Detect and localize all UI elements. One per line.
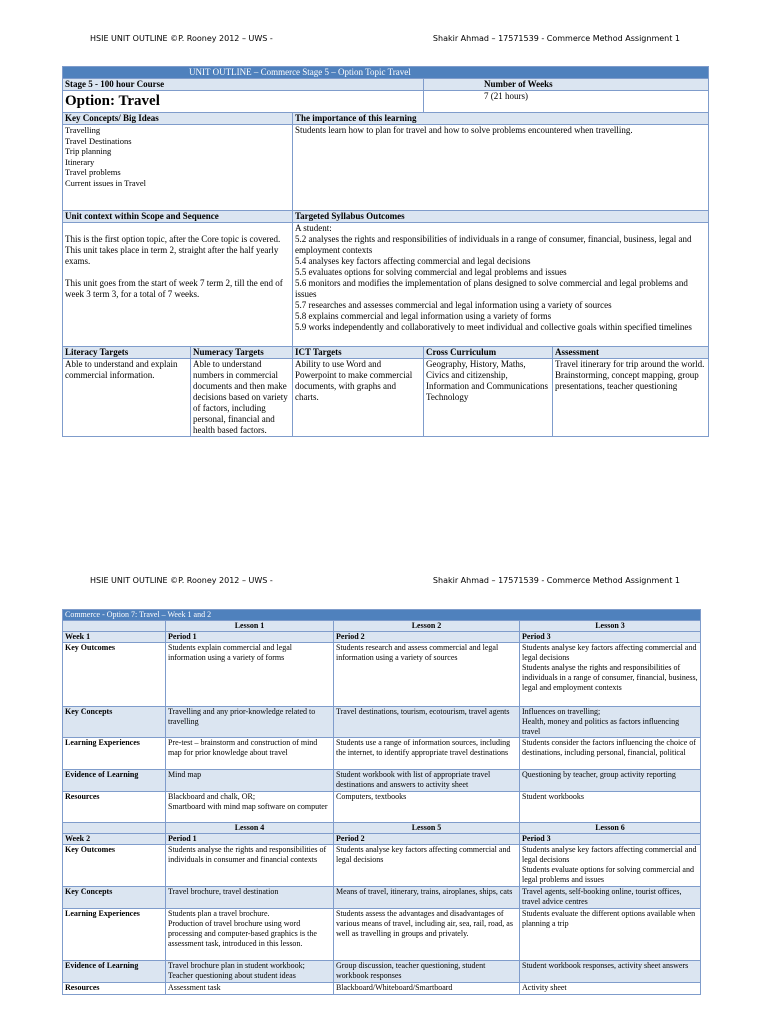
key-concept-item: Trip planning xyxy=(65,146,112,156)
outcomes-list xyxy=(293,223,709,347)
period-label: Period 2 xyxy=(334,632,520,643)
plan-cell: Students assess the advantages and disadvantages of various means of travel, including air, sea, rail, road, as well as travelling in groups and privately. xyxy=(334,909,520,961)
week-label: Week 2 xyxy=(63,834,166,845)
header-right: Shakir Ahmad – 17571539 - Commerce Method Assignment 1 xyxy=(432,576,680,585)
row-label: Resources xyxy=(63,983,166,995)
outcome-item: 5.7 researches and assesses commercial and legal information using a variety of sources xyxy=(295,300,612,310)
plan-cell: Students analyse key factors affecting commercial and legal decisions Students evaluate options for solving commercial and legal problems and issues xyxy=(520,845,701,887)
plan-cell: Students plan a travel brochure. Production of travel brochure using word processing and computer-based graphics is the assessment task, introduced in this lesson. xyxy=(166,909,334,961)
literacy-label: Literacy Targets xyxy=(63,347,191,359)
outcome-item: 5.8 explains commercial and legal information using a variety of forms xyxy=(295,311,552,321)
plan-cell: Student workbook with list of appropriate travel destinations and answers to activity sheet xyxy=(334,770,520,792)
plan-cell: Means of travel, itinerary, trains, airoplanes, ships, cats xyxy=(334,887,520,909)
ict-label: ICT Targets xyxy=(293,347,424,359)
lesson-label: Lesson 5 xyxy=(334,823,520,834)
plan-cell: Students explain commercial and legal information using a variety of forms xyxy=(166,643,334,707)
numeracy-label: Numeracy Targets xyxy=(191,347,293,359)
row-label: Key Outcomes xyxy=(63,845,166,887)
period-label: Period 3 xyxy=(520,834,701,845)
plan-cell: Students research and assess commercial and legal information using a variety of sources xyxy=(334,643,520,707)
row-label: Key Concepts xyxy=(63,887,166,909)
key-concept-item: Itinerary xyxy=(65,156,95,167)
period-label: Period 1 xyxy=(166,632,334,643)
plan-cell: Questioning by teacher, group activity reporting xyxy=(520,770,701,792)
unit-outline-table xyxy=(62,66,709,437)
weeks-label: Number of Weeks xyxy=(424,79,709,91)
outcome-item: 5.2 analyses the rights and responsibilities of individuals in a range of consumer, financial, business, legal and employment contexts xyxy=(295,234,692,255)
plan-cell: Blackboard and chalk, OR; Smartboard with mind map software on computer xyxy=(166,792,334,823)
importance-text: Students learn how to plan for travel and how to solve problems encountered when travelling. xyxy=(293,125,709,211)
importance-label: The importance of this learning xyxy=(293,113,709,125)
context-label: Unit context within Scope and Sequence xyxy=(63,211,293,223)
plan-cell: Influences on travelling; Health, money and politics as factors influencing travel xyxy=(520,707,701,738)
key-concept-item: Travel Destinations xyxy=(65,135,132,146)
row-label: Learning Experiences xyxy=(63,738,166,770)
plan-cell: Students consider the factors influencing the choice of destinations, including personal, financial, political xyxy=(520,738,701,770)
plan-cell: Students use a range of information sources, including the internet, to identify appropriate travel destinations xyxy=(334,738,520,770)
plan-cell: Travel destinations, tourism, ecotourism, travel agents xyxy=(334,707,520,738)
period-label: Period 2 xyxy=(334,834,520,845)
outcome-item: A student: xyxy=(295,223,332,233)
assessment-text: Travel itinerary for trip around the world. Brainstorming, concept mapping, group presentations, teacher questioning xyxy=(553,359,709,437)
page-header xyxy=(90,34,680,43)
plan-cell: Assessment task xyxy=(166,983,334,995)
row-label: Key Outcomes xyxy=(63,643,166,707)
plan-cell: Blackboard/Whiteboard/Smartboard xyxy=(334,983,520,995)
weekly-plan-table xyxy=(62,609,701,995)
plan-cell: Pre-test – brainstorm and construction of mind map for prior knowledge about travel xyxy=(166,738,334,770)
page-header xyxy=(90,576,680,585)
ict-text: Ability to use Word and Powerpoint to make commercial documents, with graphs and charts. xyxy=(293,359,424,437)
outcome-item: 5.9 works independently and collaboratively to meet individual and collective goals within specified timelines xyxy=(295,322,692,332)
plan-cell: Group discussion, teacher questioning, student workbook responses xyxy=(334,961,520,983)
key-concept-item: Current issues in Travel xyxy=(65,177,146,188)
plan-cell: Activity sheet xyxy=(520,983,701,995)
lesson-label: Lesson 1 xyxy=(166,621,334,632)
row-label: Resources xyxy=(63,792,166,823)
plan-cell: Student workbook responses, activity sheet answers xyxy=(520,961,701,983)
numeracy-text: Able to understand numbers in commercial documents and then make decisions based on variety of factors, including personal, financial and health based factors. xyxy=(191,359,293,437)
lesson-label: Lesson 4 xyxy=(166,823,334,834)
plan-cell: Mind map xyxy=(166,770,334,792)
literacy-text: Able to understand and explain commercial information. xyxy=(63,359,191,437)
outcome-item: 5.6 monitors and modifies the implementation of plans designed to solve commercial and legal problems and issues xyxy=(295,278,688,299)
plan-title: Commerce - Option 7: Travel – Week 1 and 2 xyxy=(63,610,701,621)
lesson-label: Lesson 3 xyxy=(520,621,701,632)
context-text xyxy=(63,223,293,347)
plan-cell: Computers, textbooks xyxy=(334,792,520,823)
row-label: Key Concepts xyxy=(63,707,166,738)
row-label: Evidence of Learning xyxy=(63,770,166,792)
weeks-value: 7 (21 hours) xyxy=(424,91,709,113)
key-concepts-list xyxy=(63,125,293,211)
row-label: Learning Experiences xyxy=(63,909,166,961)
key-concept-item: Travelling xyxy=(65,125,101,135)
cross-curriculum-text: Geography, History, Maths, Civics and citizenship, Information and Communications Technology xyxy=(424,359,553,437)
header-left: HSIE UNIT OUTLINE ©P. Rooney 2012 – UWS - xyxy=(90,34,273,43)
assessment-label: Assessment xyxy=(553,347,709,359)
plan-cell: Travel brochure plan in student workbook; Teacher questioning about student ideas xyxy=(166,961,334,983)
header-left: HSIE UNIT OUTLINE ©P. Rooney 2012 – UWS - xyxy=(90,576,273,585)
plan-cell: Students analyse key factors affecting commercial and legal decisions Students analyse the rights and responsibilities of individuals in a range of consumer, financial, business, legal and employment contexts xyxy=(520,643,701,707)
plan-cell: Travelling and any prior-knowledge related to travelling xyxy=(166,707,334,738)
context-paragraph: This is the first option topic, after the Core topic is covered. This unit takes place in term 2, straight after the half yearly exams. xyxy=(65,234,281,266)
option-title: Option: Travel xyxy=(63,91,424,113)
outcome-item: 5.5 evaluates options for solving commercial and legal problems and issues xyxy=(295,267,567,277)
plan-cell: Student workbooks xyxy=(520,792,701,823)
period-label: Period 1 xyxy=(166,834,334,845)
header-right: Shakir Ahmad – 17571539 - Commerce Method Assignment 1 xyxy=(432,34,680,43)
stage-label: Stage 5 - 100 hour Course xyxy=(63,79,424,91)
key-concepts-label: Key Concepts/ Big Ideas xyxy=(63,113,293,125)
plan-cell: Students evaluate the different options available when planning a trip xyxy=(520,909,701,961)
cross-curriculum-label: Cross Curriculum xyxy=(424,347,553,359)
plan-cell: Students analyse the rights and responsibilities of individuals in consumer and financial contexts xyxy=(166,845,334,887)
row-label: Evidence of Learning xyxy=(63,961,166,983)
plan-cell: Travel agents, self-booking online, tourist offices, travel advice centres xyxy=(520,887,701,909)
period-label: Period 3 xyxy=(520,632,701,643)
outline-title: UNIT OUTLINE – Commerce Stage 5 – Option Topic Travel xyxy=(63,67,709,79)
outcome-item: 5.4 analyses key factors affecting commercial and legal decisions xyxy=(295,256,531,266)
outcomes-label: Targeted Syllabus Outcomes xyxy=(293,211,709,223)
week-label: Week 1 xyxy=(63,632,166,643)
context-paragraph: This unit goes from the start of week 7 term 2, till the end of week 3 term 3, for a total of 7 weeks. xyxy=(65,278,283,299)
plan-cell: Travel brochure, travel destination xyxy=(166,887,334,909)
key-concept-item: Travel problems xyxy=(65,167,121,177)
plan-cell: Students analyse key factors affecting commercial and legal decisions xyxy=(334,845,520,887)
lesson-label: Lesson 6 xyxy=(520,823,701,834)
lesson-label: Lesson 2 xyxy=(334,621,520,632)
